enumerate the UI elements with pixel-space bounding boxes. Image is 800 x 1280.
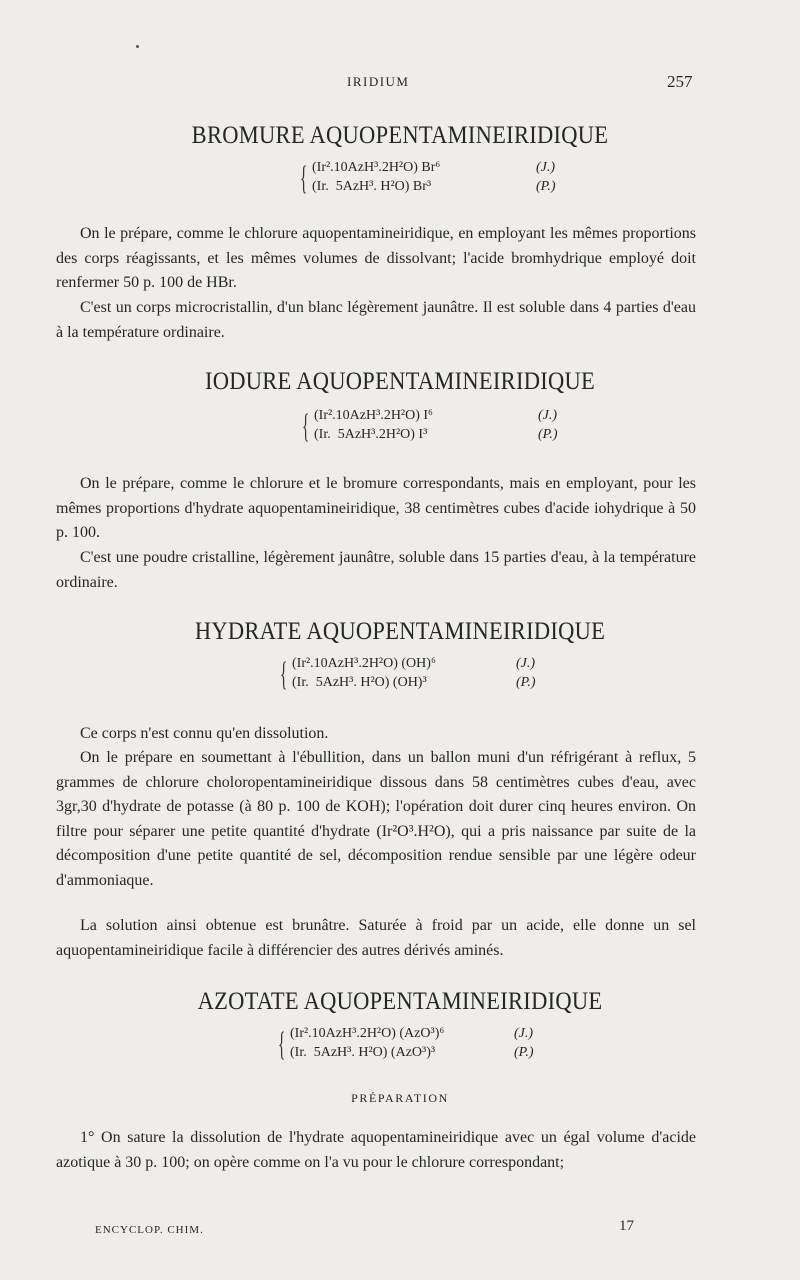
paragraph: 1° On sature la dissolution de l'hydrate aquopentamineiridique avec un égal volume d'acide azotique à 30 p. 100; on opère comme on l'a vu pour le chlorure correspondant; xyxy=(56,1129,696,1171)
formula-line: (Ir².10AzH³.2H²O) I⁶ xyxy=(314,408,433,423)
formula-source: (J.) xyxy=(538,408,558,423)
running-head-title: IRIDIUM xyxy=(347,74,410,89)
paragraph: C'est une poudre cristalline, légèrement jaunâtre, soluble dans 15 parties d'eau, à la température ordinaire. xyxy=(56,549,696,591)
page-number: 257 xyxy=(667,72,693,91)
formula-line: (Ir².10AzH³.2H²O) (OH)⁶ xyxy=(292,656,436,671)
section-heading-iodure: IODURE AQUOPENTAMINEIRIDIQUE xyxy=(204,368,596,395)
formula-line: (Ir. 5AzH³.2H²O) I³ xyxy=(314,427,428,442)
formula-source: (J.) xyxy=(536,160,556,175)
formula-source: (P.) xyxy=(538,427,558,442)
formula-source: (P.) xyxy=(536,179,556,194)
formula-line: (Ir. 5AzH³. H²O) (AzO³)³ xyxy=(290,1045,436,1060)
section-heading-azotate: AZOTATE AQUOPENTAMINEIRIDIQUE xyxy=(197,988,603,1015)
page-speck xyxy=(136,45,139,48)
paragraph: On le prépare en soumettant à l'ébullition, dans un ballon muni d'un réfrigérant à reflux, 5 grammes de chlorure choloropentamineiridique dissous dans 58 centimètres cubes d'eau, avec 3gr,30 d'hydrate de potasse (à 80 p. 100 de KOH); l'opération doit durer cinq heures environ. On filtre pour séparer une petite quantité d'hydrate (Ir²O³.H²O), qui a pris naissance par suite de la décomposition d'une petite quantité de sel, décomposition rendue sensible par une légère odeur d'ammoniaque. xyxy=(56,749,696,889)
running-head xyxy=(0,74,800,94)
formula-source: (P.) xyxy=(514,1045,534,1060)
book-page: IRIDIUM 257 BROMURE AQUOPENTAMINEIRIDIQUE { (Ir².10AzH³.2H²O) Br⁶ (J.) (Ir. 5AzH³. H²O) Br³ (P.) On le prépare, comme le chlorure aquopentamineiridique, en employant les mêmes proportions des corps réagissants, et les mêmes volumes de dissolvant; l'acide bromhydrique employé doit renfermer 50 p. 100 de HBr. C'est un corps microcristallin, d'un blanc légèrement jaunâtre. Il est soluble dans 4 parties d'eau à la température ordinaire. IODURE AQUOPENTAMINEIRIDIQUE { (Ir².10AzH³.2H²O) I⁶ (J.) (Ir. 5AzH³.2H²O) I³ (P.) On le prépare, comme le chlorure et le bromure correspondants, mais en employant, pour les mêmes proportions d'hydrate aquopentamineiridique, 38 centimètres cubes d'acide iohydrique à 50 p. 100. C'est une poudre cristalline, légèrement jaunâtre, soluble dans 15 parties d'eau, à la température ordinaire. HYDRATE AQUOPENTAMINEIRIDIQUE { (Ir².10AzH³.2H²O) (OH)⁶ (J.) (Ir. 5AzH³. H²O) (OH)³ (P.) Ce corps n'est connu qu'en dissolution. On le prépare en soumettant à l'ébullition, dans un ballon muni d'un réfrigérant à reflux, 5 grammes de chlorure choloropentamineiridique dissous dans 58 centimètres cubes d'eau, avec 3gr,30 d'hydrate de potasse (à 80 p. 100 de KOH); l'opération doit durer cinq heures environ. On filtre pour séparer une petite quantité d'hydrate (Ir²O³.H²O), qui a pris naissance par suite de la décomposition d'une petite quantité de sel, décomposition rendue sensible par une légère odeur d'ammoniaque. La solution ainsi obtenue est brunâtre. Saturée à froid par un acide, elle donne un sel aquopentamineiridique facile à différencier des autres dérivés aminés. AZOTATE AQUOPENTAMINEIRIDIQUE { (Ir².10AzH³.2H²O) (AzO³)⁶ (J.) (Ir. 5AzH³. H²O) (AzO³)³ (P.) PRÉPARATION 1° On sature la dissolution de l'hydrate aquopentamineiridique avec un égal volume d'acide azotique à 30 p. 100; on opère comme on l'a vu pour le chlorure correspondant; ENCYCLOP. CHIM. 17 xyxy=(0,0,800,1280)
paragraph: C'est un corps microcristallin, d'un blanc légèrement jaunâtre. Il est soluble dans 4 parties d'eau à la température ordinaire. xyxy=(56,299,696,341)
paragraph: On le prépare, comme le chlorure aquopentamineiridique, en employant les mêmes proportions des corps réagissants, et les mêmes volumes de dissolvant; l'acide bromhydrique employé doit renfermer 50 p. 100 de HBr. xyxy=(56,225,696,292)
footer-sheet-number: 17 xyxy=(619,1218,634,1234)
subheading-preparation: PRÉPARATION xyxy=(351,1091,449,1105)
formula-line: (Ir. 5AzH³. H²O) Br³ xyxy=(312,179,432,194)
paragraph: On le prépare, comme le chlorure et le bromure correspondants, mais en employant, pour les mêmes proportions d'hydrate aquopentamineiridique, 38 centimètres cubes d'acide iohydrique à 50 p. 100. xyxy=(56,475,696,542)
paragraph: La solution ainsi obtenue est brunâtre. Saturée à froid par un acide, elle donne un sel aquopentamineiridique facile à différencier des autres dérivés aminés. xyxy=(56,917,696,959)
formula-line: (Ir².10AzH³.2H²O) Br⁶ xyxy=(312,160,441,175)
formula-source: (J.) xyxy=(514,1026,534,1041)
formula-source: (P.) xyxy=(516,675,536,690)
footer-signature: ENCYCLOP. CHIM. xyxy=(95,1224,204,1236)
formula-source: (J.) xyxy=(516,656,536,671)
formula-line: (Ir².10AzH³.2H²O) (AzO³)⁶ xyxy=(290,1026,445,1041)
section-heading-bromure: BROMURE AQUOPENTAMINEIRIDIQUE xyxy=(191,122,609,149)
formula-line: (Ir. 5AzH³. H²O) (OH)³ xyxy=(292,675,427,690)
paragraph: Ce corps n'est connu qu'en dissolution. xyxy=(80,725,329,742)
section-heading-hydrate: HYDRATE AQUOPENTAMINEIRIDIQUE xyxy=(194,618,606,645)
